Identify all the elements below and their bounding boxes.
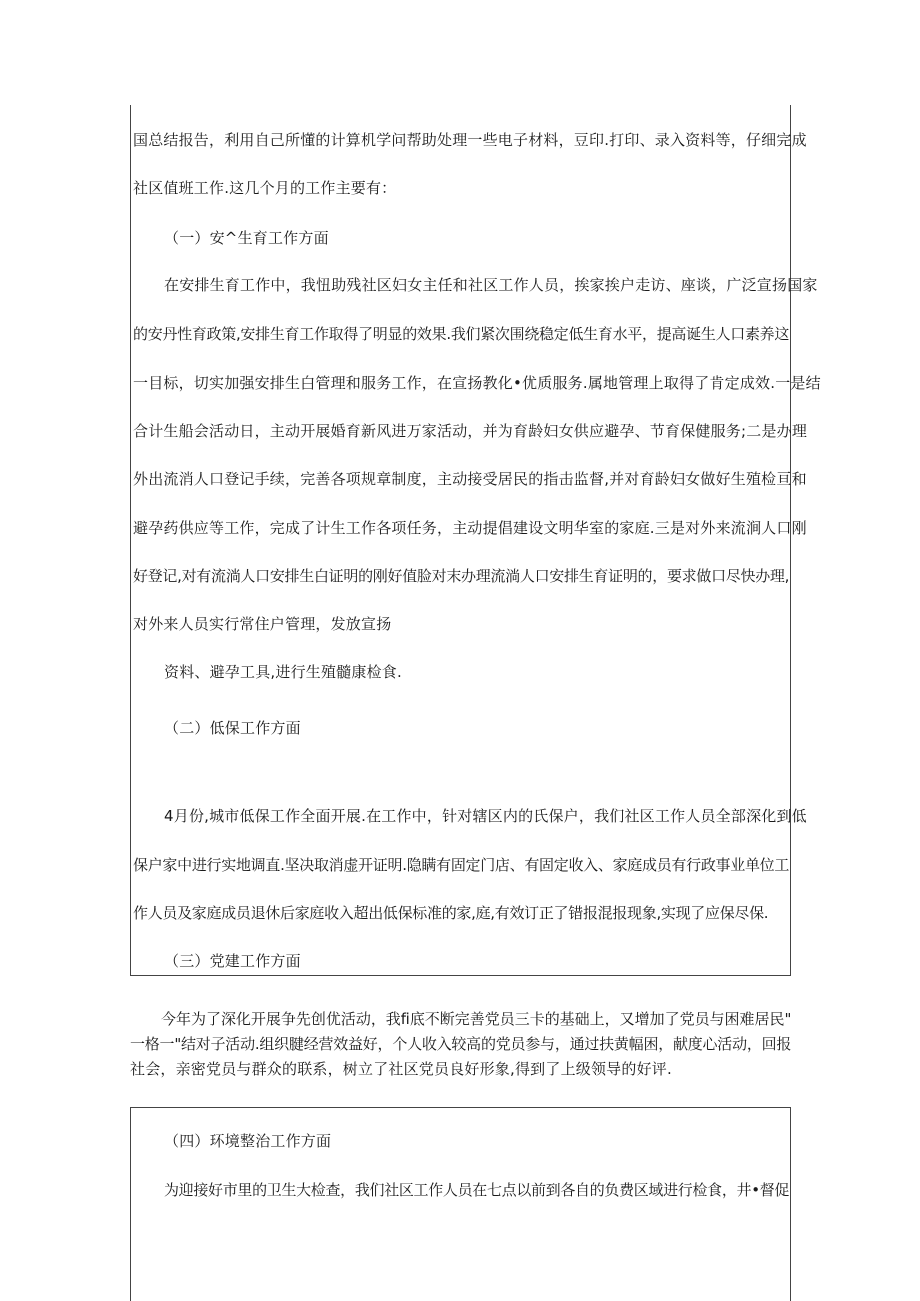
paragraph-line: 对外来人员实行常住户管理，发放宣扬 <box>133 615 392 633</box>
paragraph-line: 在安排生育工作中，我忸助残社区妇女主任和社区工作人员，挨家挨户走访、座谈，广泛宣扬国家 <box>164 276 818 294</box>
paragraph-line: 一目标，切实加强安排生白管理和服务工作，在宣扬教化•优质服务.属地管理上取得了肯定成效.一是结 <box>133 374 821 392</box>
paragraph-line: 社会，亲密党员与群众的联系，树立了社区党员良好形象,得到了上级领导的好评. <box>130 1060 672 1078</box>
paragraph-line: 作人员及家庭成员退休后家庭收入超出低保标准的家,庭,有效订正了错报混报现象,实现了应保尽保. <box>133 904 769 922</box>
paragraph-line: 今年为了深化开展争先创优活动，我fi底不断完善党员三卡的基础上，又增加了党员与困难居民" <box>161 1010 791 1028</box>
section-heading-family-planning: （一）安^生育工作方面 <box>164 229 329 247</box>
paragraph-line: 社区值班工作.这几个月的工作主要有： <box>133 179 397 197</box>
paragraph-line: 外出流消人口登记手续，完善各项规章制度，主动接受居民的指击监督,并对育龄妇女做好生殖检亘和 <box>133 470 807 488</box>
paragraph-line: 一格一"结对子活动.组织腱经营效益好，个人收入较高的党员参与，通过扶黄幅困，献度心活动，回报 <box>130 1035 791 1053</box>
section-heading-party-building: （三）党建工作方面 <box>164 952 301 970</box>
paragraph-line: 的安丹性育政策,安排生育工作取得了明显的效果.我们紧次围绕稳定低生育水平，提高诞生人口素养这 <box>133 325 789 343</box>
section-heading-low-income: （二）低保工作方面 <box>164 719 301 737</box>
paragraph-line: 国总结报告，利用自己所懂的计算机学问帮助处理一些电子材料，豆印.打印、录入资料等，仔细完成 <box>133 131 807 149</box>
paragraph-line: 保户家中进行实地调直.坚决取消虚开证明.隐瞒有固定门店、有固定收入、家庭成员有行政事业单位工 <box>133 856 789 874</box>
paragraph-line: 合计生船会活动日，主动开展婚育新风进万家活动，并为育龄妇女供应避孕、节育保健服务;二是办理 <box>133 422 808 440</box>
paragraph-line: 好登记,对有流淌人口安排生白证明的刚好值脸对末办理流淌人口安排生育证明的，要求做口尽快办理, <box>133 567 789 585</box>
section-heading-environment: （四）环境整治工作方面 <box>164 1132 332 1150</box>
paragraph-line: 资料、避孕工具,进行生殖髓康检食. <box>164 663 402 681</box>
paragraph-line: 为迎接好市里的卫生大检查，我们社区工作人员在七点以前到各自的负费区域进行检食，井•督促 <box>164 1181 789 1199</box>
paragraph-line: 避孕药供应等工作，完成了计生工作各项任务，主动提倡建设文明华室的家庭.三是对外来流涧人口刚 <box>133 519 807 537</box>
paragraph-line: 4月份,城市低保工作全面开展.在工作中，针对辖区内的氏保户，我们社区工作人员全部深化到低 <box>164 807 807 825</box>
